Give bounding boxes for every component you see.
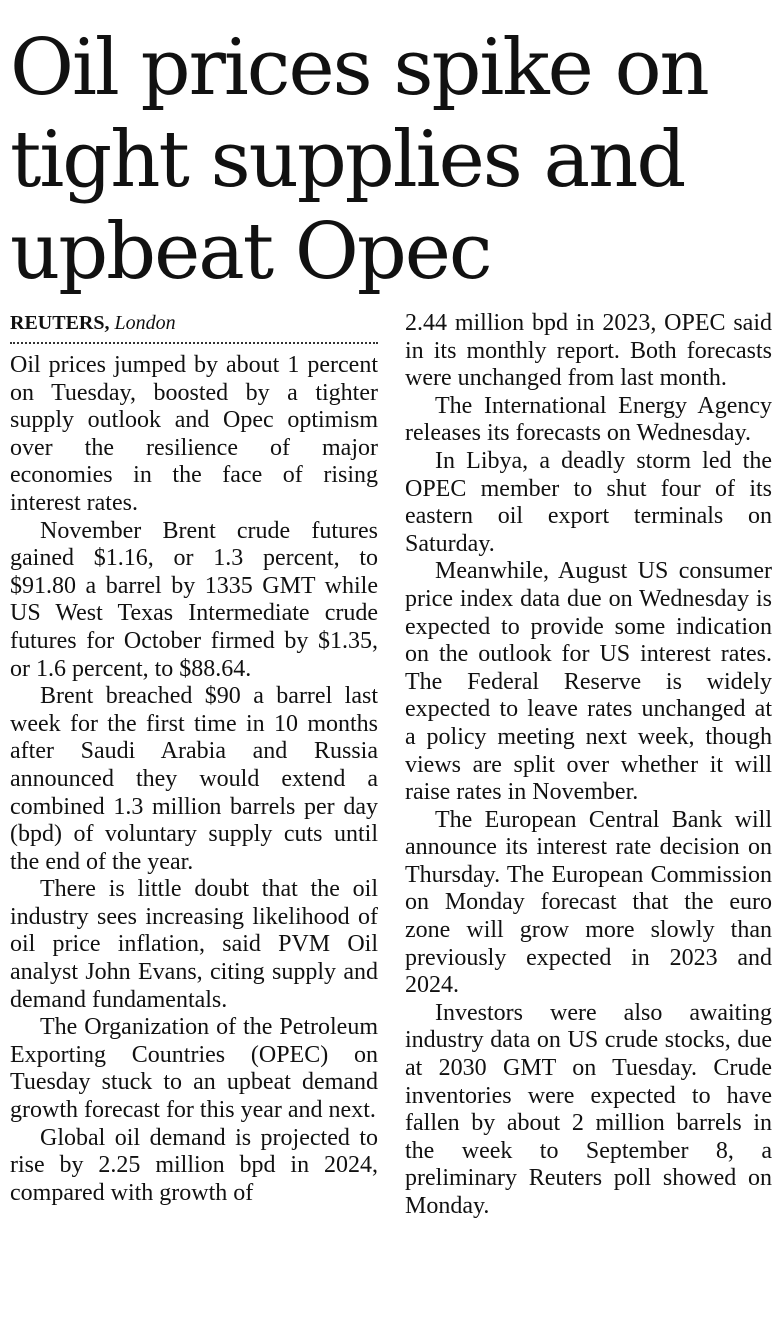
- byline-agency: REUTERS,: [10, 312, 110, 334]
- article-column-left: [10, 310, 378, 1207]
- paragraph: Meanwhile, August US consumer price index data due on Wednesday is expected to provide some indication on the outlook for US interest rates. The Federal Reserve is widely expected to leave rates unchanged at a policy meeting next week, though views are split over whether it will raise rates in November.: [405, 558, 772, 806]
- paragraph: Brent breached $90 a barrel last week for the first time in 10 months after Saudi Arabia and Russia announced they would extend a combined 1.3 million barrels per day (bpd) of voluntary supply cuts until the end of the year.: [10, 683, 378, 875]
- paragraph: The International Energy Agency releases its forecasts on Wednesday.: [405, 392, 772, 447]
- paragraph: There is little doubt that the oil industry sees increasing likelihood of oil price inflation, said PVM Oil analyst John Evans, citing supply and demand fundamentals.: [10, 876, 378, 1013]
- article-column-right: [405, 310, 772, 1221]
- paragraph: Oil prices jumped by about 1 percent on Tuesday, boosted by a tighter supply outlook and Opec optimism over the resilience of major economies in the face of rising interest rates.: [10, 352, 378, 516]
- paragraph-continued: 2.44 million bpd in 2023, OPEC said in its monthly report. Both forecasts were unchanged from last month.: [405, 310, 772, 392]
- paragraph: The European Central Bank will announce its interest rate decision on Thursday. The European Commission on Monday forecast that the euro zone will grow more slowly than previously expected in 2023 and 2024.: [405, 806, 772, 999]
- paragraph: Investors were also awaiting industry data on US crude stocks, due at 2030 GMT on Tuesday. Crude inventories were expected to have fallen by about 2 million barrels in the week to September 8, a preliminary Reuters poll showed on Monday.: [405, 999, 772, 1219]
- headline: Oil prices spike on tight supplies and upbeat Opec: [10, 23, 708, 297]
- byline: [10, 310, 378, 344]
- paragraph: November Brent crude futures gained $1.16, or 1.3 percent, to $91.80 a barrel by 1335 GMT while US West Texas Intermediate crude futures for October firmed by $1.35, or 1.6 percent, to $88.64.: [10, 517, 378, 682]
- paragraph: In Libya, a deadly storm led the OPEC member to shut four of its eastern oil export terminals on Saturday.: [405, 447, 772, 557]
- paragraph: Global oil demand is projected to rise by 2.25 million bpd in 2024, compared with growth of: [10, 1124, 378, 1206]
- byline-location: London: [114, 312, 176, 334]
- paragraph: The Organization of the Petroleum Exporting Countries (OPEC) on Tuesday stuck to an upbeat demand growth forecast for this year and next.: [10, 1014, 378, 1124]
